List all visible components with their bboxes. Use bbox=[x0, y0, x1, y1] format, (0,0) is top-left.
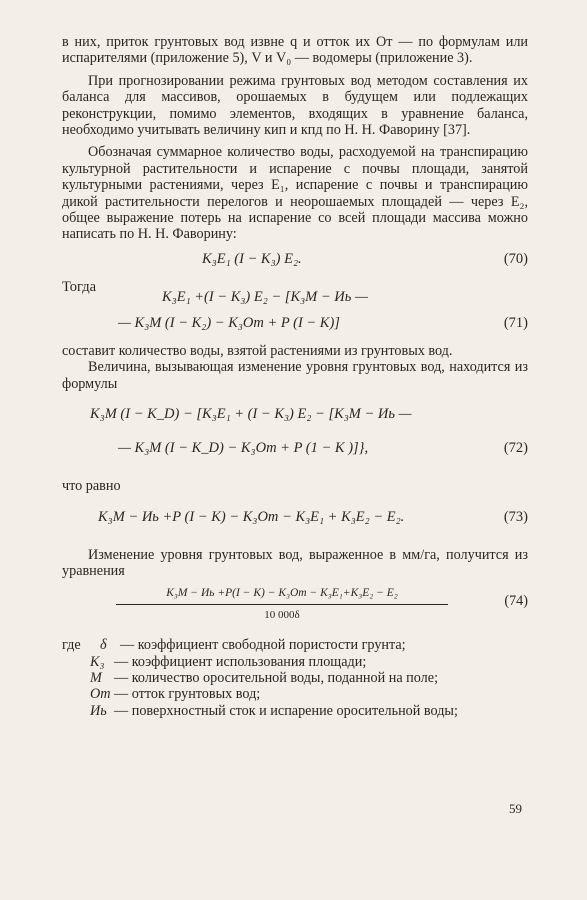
page-number: 59 bbox=[509, 801, 522, 816]
definition-symbol: Иь bbox=[90, 702, 107, 719]
tagda-label: Тогда bbox=[62, 278, 97, 295]
equation-74-denominator: 10 000δ bbox=[264, 609, 300, 622]
equation-72-line-2 bbox=[62, 440, 528, 462]
definition-row bbox=[62, 686, 528, 702]
definition-row bbox=[62, 654, 528, 670]
definition-text: — количество оросительной воды, поданной на поле; bbox=[114, 670, 439, 687]
text-column bbox=[62, 34, 528, 719]
paragraph-3: Обозначая суммарное количество воды, расходуемой на транспирацию культурной растительности и испарение с почвы площади, занятой культурными растениями, через E₁, испарение с почвы и транспирацию дикой растительности перелогов и неорошаемых площадей — через E₂, общее выражение потерь на испарение со всей площади массива можно написать по Н. Н. Фаворину: bbox=[62, 144, 528, 243]
equation-70-formula: K₃E₁ (I − K₃) E₂. bbox=[202, 250, 302, 267]
equation-72-line-2-formula: — K₃M (I − K_D) − K₃От + P (1 − K )]}, bbox=[118, 440, 369, 457]
equation-72-line-1-formula: K₃M (I − K_D) − [K₃E₁ + (I − K₃) E₂ − [K₃M − Иь — bbox=[90, 406, 412, 423]
equation-74 bbox=[62, 585, 528, 629]
definition-text: — отток грунтовых вод; bbox=[114, 686, 261, 703]
paragraph-1: в них, приток грунтовых вод извне q и отток их От — по формулам или испарителями (приложение 5), V и V₀ — водомеры (приложение 3). bbox=[62, 34, 528, 67]
chto-ravno-text: что равно bbox=[62, 478, 121, 495]
paragraph-4: составит количество воды, взятой растениями из грунтовых вод. bbox=[62, 342, 453, 359]
paragraph-6: Изменение уровня грунтовых вод, выраженное в мм/га, получится из уравнения bbox=[62, 546, 528, 579]
equation-70 bbox=[62, 251, 528, 273]
equation-71-number: (71) bbox=[503, 314, 528, 331]
equation-72-line-1 bbox=[62, 406, 528, 428]
equation-73 bbox=[62, 509, 528, 531]
definition-row bbox=[62, 670, 528, 686]
equation-71-line-1-formula: K₃E₁ +(I − K₃) E₂ − [K₃M − Иь — bbox=[162, 288, 368, 305]
definition-symbol: δ bbox=[100, 637, 107, 654]
definitions-list bbox=[62, 637, 528, 719]
definition-symbol: От bbox=[90, 686, 111, 703]
equation-71-line-2 bbox=[62, 315, 528, 337]
equation-71-line-1 bbox=[62, 278, 528, 305]
definition-text: — коэффициент свободной пористости грунта; bbox=[120, 637, 406, 654]
equation-71-line-2-formula: — K₃M (I − K₂) − K₃От + P (I − K)] bbox=[118, 314, 340, 331]
definition-symbol: M bbox=[90, 670, 102, 687]
paragraph-5: Величина, вызывающая изменение уровня грунтовых вод, находится из формулы bbox=[62, 359, 528, 392]
equation-73-formula: K₃M − Иь +P (I − K) − K₃От − K₃E₁ + K₃E₂ − E₂. bbox=[98, 508, 405, 525]
definitions-lead: где bbox=[62, 637, 81, 654]
equation-72-number: (72) bbox=[503, 440, 528, 457]
definition-row bbox=[62, 637, 528, 653]
equation-70-number: (70) bbox=[503, 250, 528, 267]
definition-row bbox=[62, 703, 528, 719]
definition-text: — поверхностный сток и испарение оросительной воды; bbox=[114, 702, 458, 719]
equation-73-number: (73) bbox=[503, 508, 528, 525]
definition-symbol: K₃ bbox=[90, 653, 105, 670]
equation-74-number: (74) bbox=[504, 593, 528, 610]
definition-text: — коэффициент использования площади; bbox=[114, 653, 367, 670]
equation-74-numerator: K₃M − Иь +P(I − K) − K₃От − K₃E₁+K₃E₂ − E₂ bbox=[116, 585, 448, 604]
paragraph-2: При прогнозировании режима грунтовых вод методом составления их баланса для массивов, орошаемых в будущем или подлежащих реконструкции, помимо элементов, входящих в уравнение баланса, необходимо учитывать величину кип и кпд по Н. Н. Фаворину [37]. bbox=[62, 72, 528, 139]
